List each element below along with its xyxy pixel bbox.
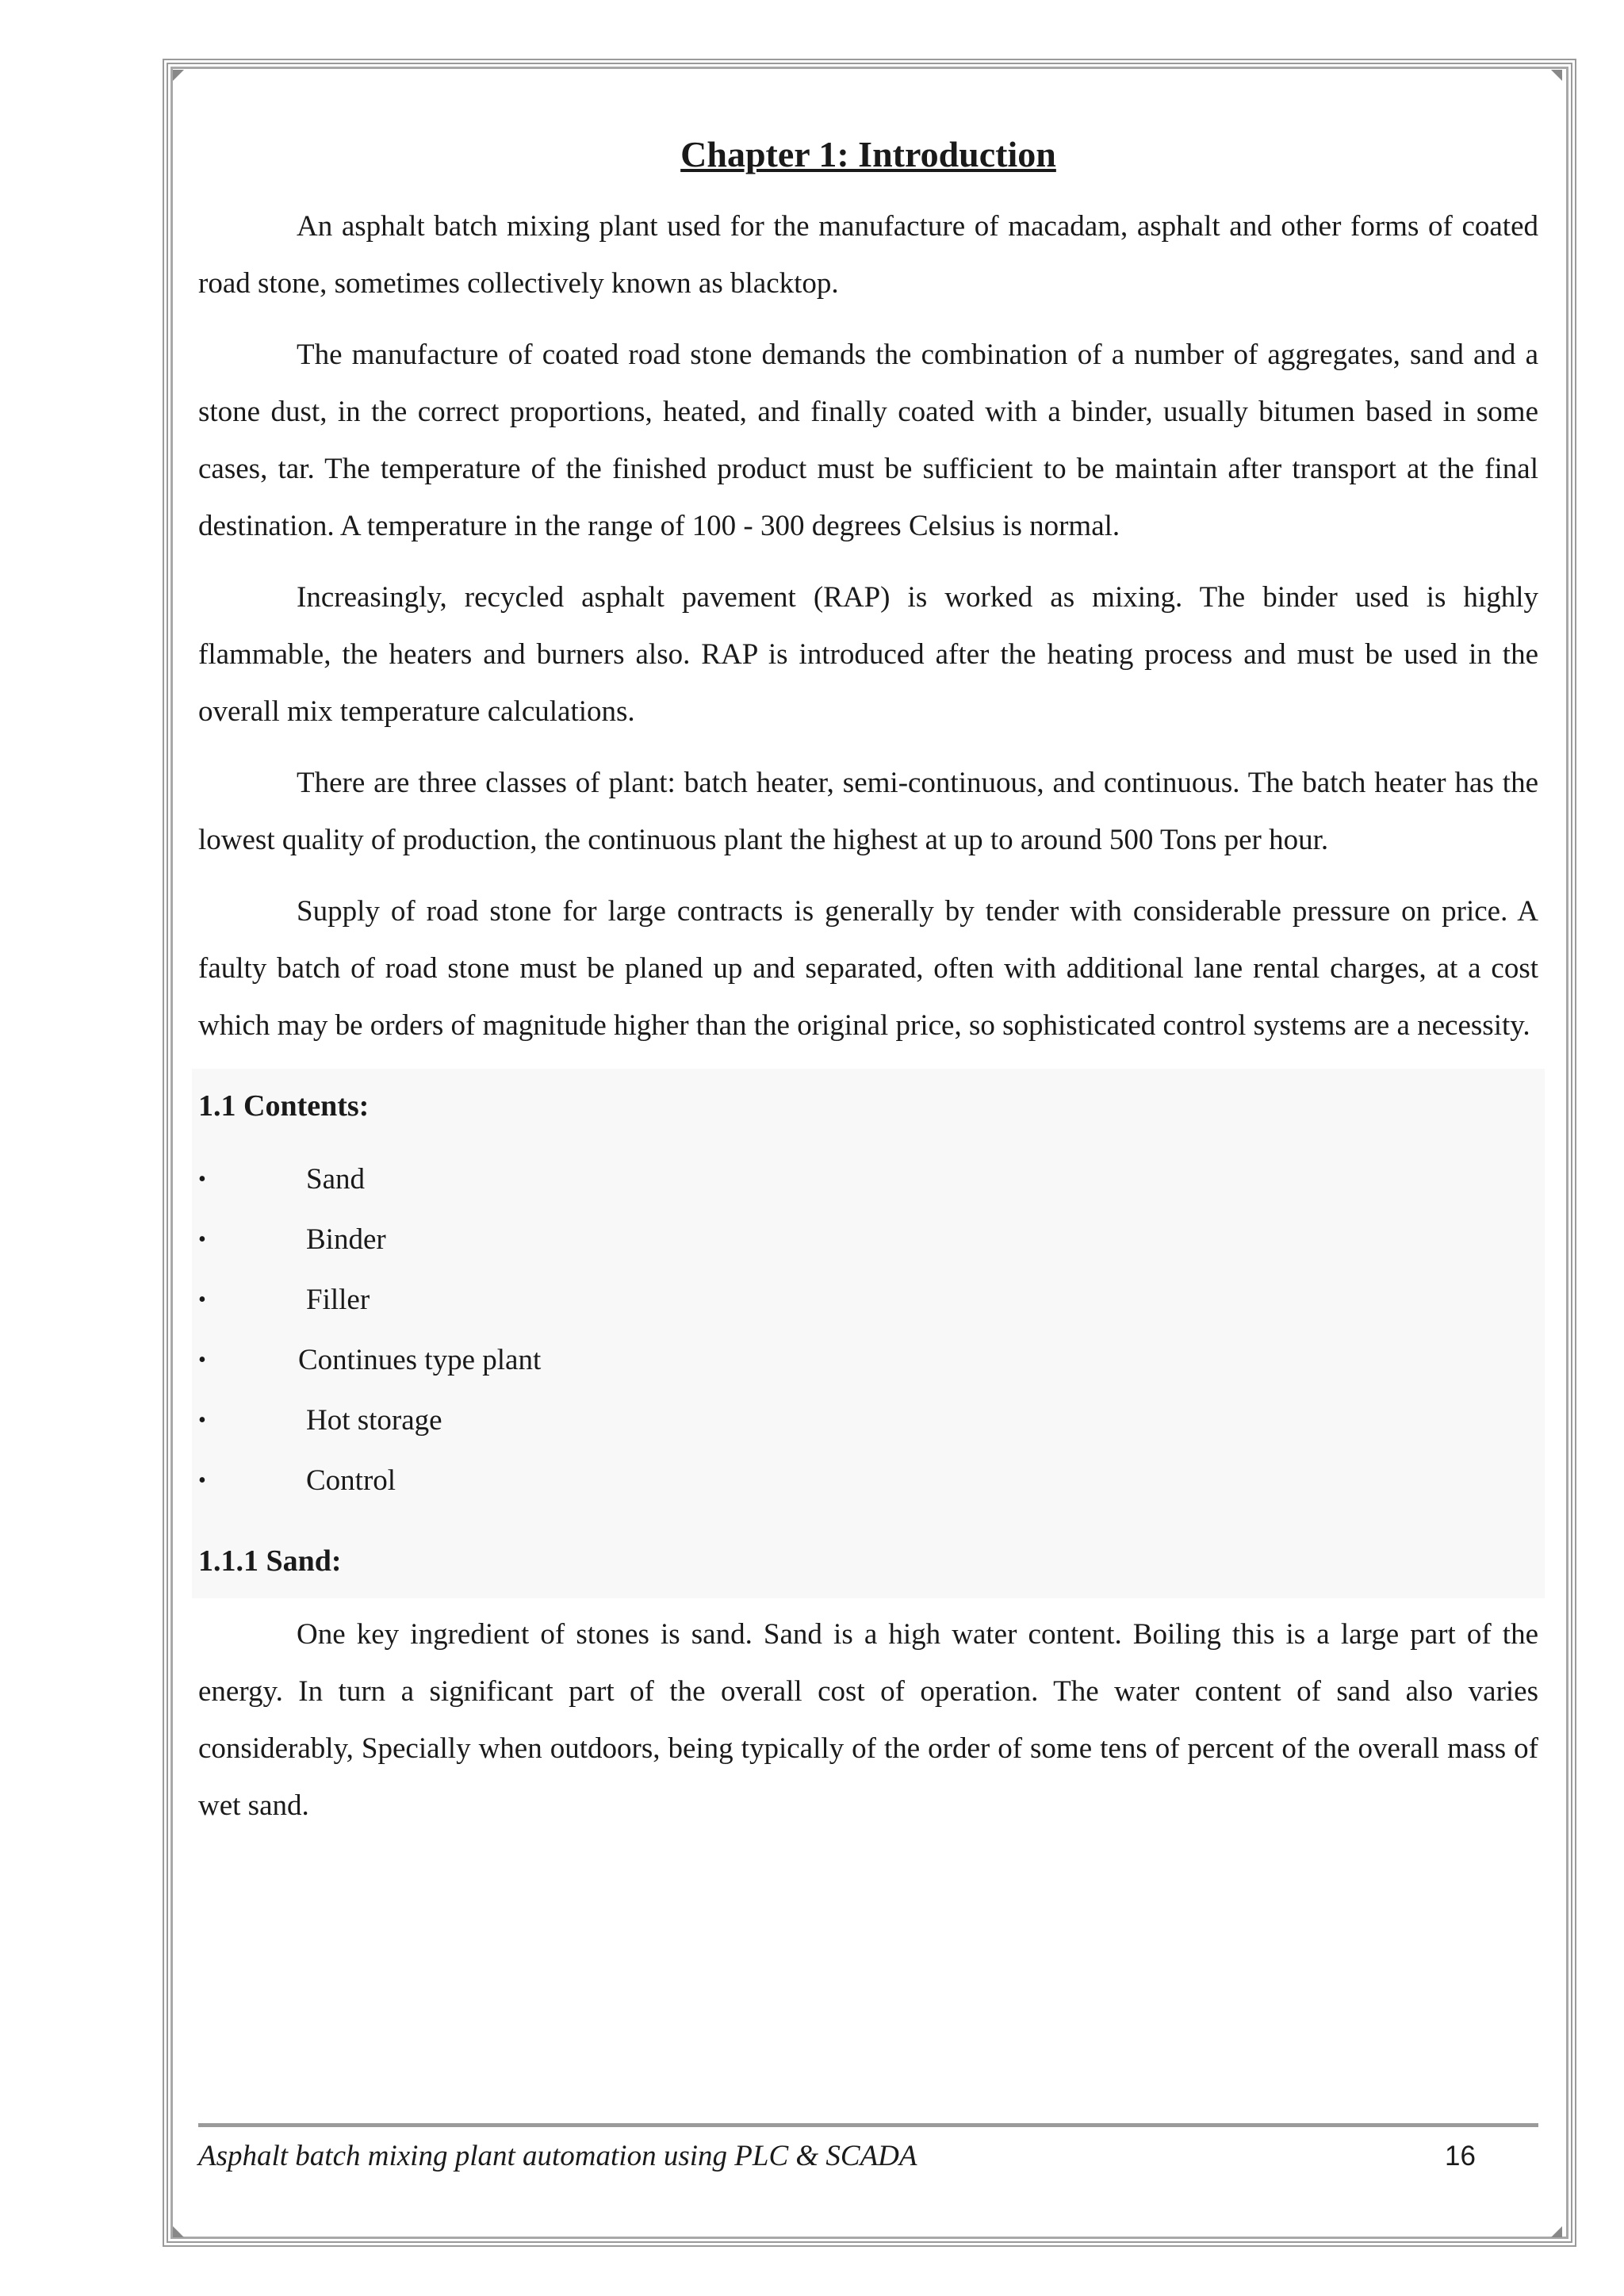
paragraph-manufacture: The manufacture of coated road stone demands the combination of a number of aggregates, sand and a stone dust, in the correct proportions, heated, and finally coated with a binder, usually bitumen based in some cases, tar. The temperature of the finished product must be sufficient to be maintain after transport at the final destination. A temperature in the range of 100 - 300 degrees Celsius is normal. bbox=[198, 339, 1538, 542]
sand-heading: 1.1.1 Sand: bbox=[198, 1544, 342, 1578]
paragraph-plant-classes: There are three classes of plant: batch heater, semi-continuous, and continuous. The batch heater has the lowest quality of production, the continuous plant the highest at up to around 500 Tons per hour. bbox=[198, 767, 1538, 856]
contents-list bbox=[198, 1150, 1538, 1511]
list-item: • Filler bbox=[198, 1270, 1538, 1330]
list-item: • Hot storage bbox=[198, 1391, 1538, 1451]
corner-ornament-bottom-right bbox=[1551, 2226, 1562, 2237]
list-item: • Sand bbox=[198, 1150, 1538, 1210]
paragraph-intro: An asphalt batch mixing plant used for the manufacture of macadam, asphalt and other forms of coated road stone, sometimes collectively known as blacktop. bbox=[198, 210, 1538, 300]
paragraph-sand: One key ingredient of stones is sand. Sand is a high water content. Boiling this is a large part of the energy. In turn a significant part of the overall cost of operation. The water content of sand also varies considerably, Specially when outdoors, being typically of the order of some tens of percent of the overall mass of wet sand. bbox=[198, 1618, 1538, 1822]
footer-document-title: Asphalt batch mixing plant automation using PLC & SCADA bbox=[198, 2140, 917, 2172]
paragraph-rap: Increasingly, recycled asphalt pavement (RAP) is worked as mixing. The binder used is highly flammable, the heaters and burners also. RAP is introduced after the heating process and must be used in the overall mix temperature calculations. bbox=[198, 581, 1538, 728]
paragraph-supply: Supply of road stone for large contracts is generally by tender with considerable pressure on price. A faulty batch of road stone must be planed up and separated, often with additional lane rental charges, at a cost which may be orders of magnitude higher than the original price, so sophisticated control systems are a necessity. bbox=[198, 895, 1538, 1042]
list-item: • Binder bbox=[198, 1210, 1538, 1270]
corner-ornament-bottom-left bbox=[173, 2226, 184, 2237]
corner-ornament-top-right bbox=[1551, 70, 1562, 81]
page-content bbox=[198, 119, 1538, 1849]
page-number: 16 bbox=[1445, 2141, 1476, 2172]
footer-divider bbox=[198, 2123, 1538, 2127]
list-item: • Continues type plant bbox=[198, 1330, 1538, 1391]
list-item: • Control bbox=[198, 1451, 1538, 1511]
contents-heading: 1.1 Contents: bbox=[198, 1089, 370, 1123]
corner-ornament-top-left bbox=[173, 70, 184, 81]
contents-section bbox=[192, 1069, 1545, 1598]
chapter-title: Chapter 1: Introduction bbox=[680, 134, 1056, 174]
